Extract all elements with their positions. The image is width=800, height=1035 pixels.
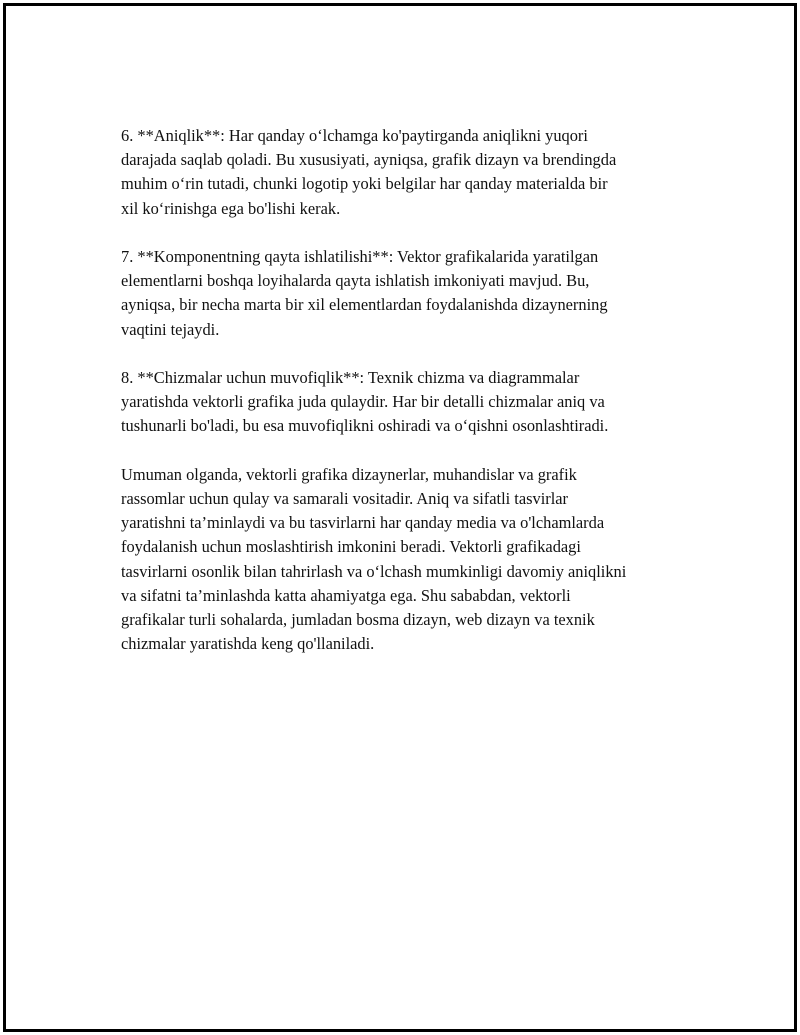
document-body: [121, 124, 701, 681]
paragraph-conclusion: Umuman olganda, vektorli grafika dizaynerlar, muhandislar va grafik rassomlar uchun qulay va samarali vositadir. Aniq va sifatli tasvirlar yaratishni ta’minlaydi va bu tasvirlarni har qanday media va o'lchamlarda foydalanish uchun moslashtirish imkonini beradi. Vektorli grafikadagi tasvirlarni osonlik bilan tahrirlash va o‘lchash mumkinligi davomiy aniqlikni va sifatni ta’minlashda katta ahamiyatga ega. Shu sababdan, vektorli grafikalar turli sohalarda, jumladan bosma dizayn, web dizayn va texnik chizmalar yaratishda keng qo'llaniladi.: [121, 464, 627, 654]
page-frame: [3, 3, 797, 1032]
paragraph-item-6-aniqlik: 6. **Aniqlik**: Har qanday o‘lchamga ko'paytirganda aniqlikni yuqori darajada saqlab qoladi. Bu xususiyati, ayniqsa, grafik dizayn va brendingda muhim o‘rin tutadi, chunki logotip yoki belgilar har qanday materialda bir xil ko‘rinishga ega bo'lishi kerak.: [121, 126, 617, 218]
paragraph-item-8-chizmalar: 8. **Chizmalar uchun muvofiqlik**: Texnik chizma va diagrammalar yaratishda vektorli grafika juda qulaydir. Har bir detalli chizmalar aniq va tushunarli bo'ladi, bu esa muvofiqlikni oshiradi va o‘qishni osonlashtiradi.: [121, 368, 609, 436]
paragraph-item-7-komponent: 7. **Komponentning qayta ishlatilishi**: Vektor grafikalarida yaratilgan elementlarni boshqa loyihalarda qayta ishlatish imkoniyati mavjud. Bu, ayniqsa, bir necha marta bir xil elementlardan foydalanishda dizaynerning vaqtini tejaydi.: [121, 247, 608, 339]
